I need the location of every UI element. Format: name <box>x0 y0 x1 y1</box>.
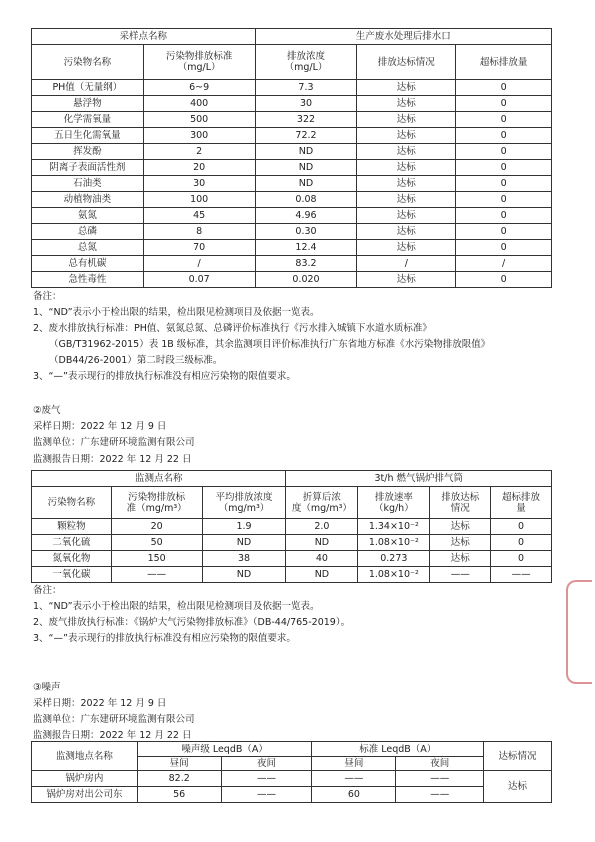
noise-table <box>31 741 552 803</box>
noise-standard-night: 夜间 <box>396 757 484 771</box>
note-line: 1、“ND”表示小于检出限的结果，检出限见检测项目及依据一览表。 <box>33 307 320 318</box>
column-header: 折算后浓 度（mg/m³） <box>286 487 358 519</box>
noise-result-label: 达标情况 <box>484 742 552 771</box>
gas-report-date: 监测报告日期：2022 年 12 月 22 日 <box>33 454 192 465</box>
table-cell: 达标 <box>357 112 456 128</box>
table-cell: 72.2 <box>255 128 357 144</box>
column-header: 污染物名称 <box>32 487 112 519</box>
noise-section-title: ③噪声 <box>33 682 61 693</box>
table-row <box>32 80 552 96</box>
table-cell: 0 <box>456 112 552 128</box>
seal-stamp <box>566 580 592 684</box>
table-cell: 悬浮物 <box>32 96 144 112</box>
note-line: 2、废水排放执行标准：PH值、氨氮总氮、总磷评价标准执行《污水排入城镇下水道水质标准》 <box>33 323 432 334</box>
table-cell: / <box>357 256 456 272</box>
table-cell: 45 <box>143 208 255 224</box>
gas-section-title: ②废气 <box>33 405 61 416</box>
noise-cell: 56 <box>137 787 221 803</box>
column-header: 平均排放浓度 （mg/m³） <box>202 487 286 519</box>
table-cell: 达标 <box>357 208 456 224</box>
noise-level-day: 昼间 <box>137 757 221 771</box>
column-header: 超标排放量 <box>456 45 552 80</box>
table-cell: 五日生化需氧量 <box>32 128 144 144</box>
column-header: 排放达标 情况 <box>430 487 491 519</box>
gas-point-value: 3t/h 燃气锅炉排气筒 <box>286 471 552 487</box>
table-cell: 6~9 <box>143 80 255 96</box>
table-cell: 总磷 <box>32 224 144 240</box>
table-cell: 达标 <box>357 128 456 144</box>
table-cell: 0 <box>456 160 552 176</box>
note-line: 3、“—”表示现行的排放执行标准没有相应污染物的限值要求。 <box>33 371 296 382</box>
table-cell: 0.30 <box>255 224 357 240</box>
table-cell: 达标 <box>357 272 456 288</box>
table-cell: 500 <box>143 112 255 128</box>
noise-cell: —— <box>396 787 484 803</box>
table-cell: ND <box>202 567 286 583</box>
table-row <box>32 144 552 160</box>
note-line: （DB44/26-2001）第二时段三级标准。 <box>49 355 223 366</box>
table-cell: 322 <box>255 112 357 128</box>
noise-standard-day: 昼间 <box>312 757 396 771</box>
table-row <box>32 208 552 224</box>
table-row <box>32 96 552 112</box>
table-row <box>32 256 552 272</box>
table-cell: ND <box>286 567 358 583</box>
noise-cell: 锅炉房对出公司东 <box>32 787 138 803</box>
table-cell: 0 <box>456 80 552 96</box>
table-cell: 石油类 <box>32 176 144 192</box>
noise-level-night: 夜间 <box>221 757 312 771</box>
table-cell: 150 <box>111 551 202 567</box>
noise-header-row <box>32 742 552 757</box>
table-cell: ND <box>255 176 357 192</box>
table-cell: 急性毒性 <box>32 272 144 288</box>
noise-cell: 锅炉房内 <box>32 771 138 787</box>
table-row <box>32 128 552 144</box>
table-cell: 动植物油类 <box>32 192 144 208</box>
table-cell: 0.08 <box>255 192 357 208</box>
table-row <box>32 272 552 288</box>
water-column-header-row <box>32 45 552 80</box>
table-cell: —— <box>111 567 202 583</box>
table-cell: 总有机碳 <box>32 256 144 272</box>
gas-header-row <box>32 471 552 487</box>
table-cell: 1.08×10⁻² <box>358 567 430 583</box>
noise-level-label: 噪声级 LeqdB（A） <box>137 742 312 757</box>
table-row <box>32 567 552 583</box>
table-cell: 8 <box>143 224 255 240</box>
table-cell: 0.07 <box>143 272 255 288</box>
table-cell: 达标 <box>357 192 456 208</box>
table-cell: 2.0 <box>286 519 358 535</box>
noise-cell: —— <box>312 771 396 787</box>
table-cell: 7.3 <box>255 80 357 96</box>
table-row <box>32 176 552 192</box>
table-cell: 1.08×10⁻² <box>358 535 430 551</box>
table-cell: 达标 <box>357 80 456 96</box>
table-row <box>32 787 552 803</box>
noise-report-date: 监测报告日期：2022 年 12 月 22 日 <box>33 730 192 741</box>
table-row <box>32 224 552 240</box>
table-cell: 0 <box>456 240 552 256</box>
table-row <box>32 112 552 128</box>
water-table <box>31 28 552 288</box>
table-cell: 4.96 <box>255 208 357 224</box>
table-cell: 二氧化硫 <box>32 535 112 551</box>
table-cell: 30 <box>255 96 357 112</box>
note-line: 3、“—”表示现行的排放执行标准没有相应污染物的限值要求。 <box>33 633 296 644</box>
table-cell: 氮氧化物 <box>32 551 112 567</box>
table-row <box>32 160 552 176</box>
noise-point-label: 监测地点名称 <box>32 742 138 771</box>
table-cell: —— <box>491 567 552 583</box>
table-cell: 化学需氧量 <box>32 112 144 128</box>
table-cell: 0 <box>456 224 552 240</box>
table-cell: 83.2 <box>255 256 357 272</box>
noise-sample-date: 采样日期：2022 年 12 月 9 日 <box>33 698 167 709</box>
table-cell: / <box>143 256 255 272</box>
noise-cell: 82.2 <box>137 771 221 787</box>
noise-standard-label: 标准 LeqdB（A） <box>312 742 484 757</box>
table-cell: 达标 <box>430 519 491 535</box>
table-row <box>32 771 552 787</box>
table-cell: 0 <box>491 551 552 567</box>
table-cell: 0 <box>456 208 552 224</box>
table-row <box>32 535 552 551</box>
noise-cell: 60 <box>312 787 396 803</box>
table-cell: 300 <box>143 128 255 144</box>
table-cell: 38 <box>202 551 286 567</box>
note-line: （GB/T31962-2015）表 1B 级标准，其余监测项目评价标准执行广东省地方标准《水污染物排放限值》 <box>49 339 491 350</box>
noise-cell: —— <box>396 771 484 787</box>
note-line: 1、“ND”表示小于检出限的结果，检出限见检测项目及依据一览表。 <box>33 601 320 612</box>
table-cell: 20 <box>143 160 255 176</box>
table-cell: 70 <box>143 240 255 256</box>
note-line: 备注： <box>33 585 62 596</box>
table-cell: 30 <box>143 176 255 192</box>
gas-column-header-row <box>32 487 552 519</box>
column-header: 排放速率 （kg/h） <box>358 487 430 519</box>
noise-result-value: 达标 <box>484 771 552 803</box>
column-header: 超标排放 量 <box>491 487 552 519</box>
gas-table <box>31 470 552 583</box>
table-cell: 0.273 <box>358 551 430 567</box>
table-cell: 0 <box>456 96 552 112</box>
table-row <box>32 551 552 567</box>
gas-point-label: 监测点名称 <box>32 471 286 487</box>
table-cell: 0.020 <box>255 272 357 288</box>
table-cell: —— <box>430 567 491 583</box>
column-header: 排放浓度 （mg/L） <box>255 45 357 80</box>
table-cell: 达标 <box>430 535 491 551</box>
table-cell: 12.4 <box>255 240 357 256</box>
table-cell: 一氧化碳 <box>32 567 112 583</box>
table-cell: 达标 <box>357 160 456 176</box>
table-cell: 40 <box>286 551 358 567</box>
table-cell: 0 <box>456 192 552 208</box>
table-cell: 0 <box>456 128 552 144</box>
note-line: 2、废气排放执行标准：《锅炉大气污染物排放标准》（DB-44/765-2019）。 <box>33 617 351 628</box>
table-cell: 1.9 <box>202 519 286 535</box>
water-header-row <box>32 29 552 45</box>
table-cell: 0 <box>491 535 552 551</box>
table-cell: 达标 <box>430 551 491 567</box>
table-cell: 0 <box>456 272 552 288</box>
table-cell: 2 <box>143 144 255 160</box>
table-cell: 400 <box>143 96 255 112</box>
column-header: 排放达标情况 <box>357 45 456 80</box>
table-cell: 0 <box>491 519 552 535</box>
table-row <box>32 519 552 535</box>
table-cell: 达标 <box>357 144 456 160</box>
table-cell: ND <box>255 160 357 176</box>
table-cell: 100 <box>143 192 255 208</box>
table-row <box>32 240 552 256</box>
table-cell: 达标 <box>357 224 456 240</box>
table-row <box>32 192 552 208</box>
table-cell: 颗粒物 <box>32 519 112 535</box>
table-cell: 挥发酚 <box>32 144 144 160</box>
table-cell: 达标 <box>357 176 456 192</box>
gas-monitoring-unit: 监测单位：广东建研环境监测有限公司 <box>33 437 195 448</box>
column-header: 污染物排放标 准（mg/m³） <box>111 487 202 519</box>
noise-cell: —— <box>221 771 312 787</box>
table-cell: 总氮 <box>32 240 144 256</box>
table-cell: 0 <box>456 176 552 192</box>
table-cell: 50 <box>111 535 202 551</box>
table-cell: 0 <box>456 144 552 160</box>
sampling-point-value: 生产废水处理后排水口 <box>255 29 551 45</box>
gas-sample-date: 采样日期：2022 年 12 月 9 日 <box>33 421 167 432</box>
table-cell: 1.34×10⁻² <box>358 519 430 535</box>
sampling-point-label: 采样点名称 <box>32 29 256 45</box>
table-cell: / <box>456 256 552 272</box>
table-cell: ND <box>202 535 286 551</box>
table-cell: ND <box>255 144 357 160</box>
table-cell: 达标 <box>357 240 456 256</box>
column-header: 污染物名称 <box>32 45 144 80</box>
column-header: 污染物排放标准 （mg/L） <box>143 45 255 80</box>
noise-monitoring-unit: 监测单位：广东建研环境监测有限公司 <box>33 714 195 725</box>
table-cell: PH值（无量纲） <box>32 80 144 96</box>
table-cell: 阴离子表面活性剂 <box>32 160 144 176</box>
noise-cell: —— <box>221 787 312 803</box>
table-cell: 达标 <box>357 96 456 112</box>
table-cell: 20 <box>111 519 202 535</box>
note-line: 备注： <box>33 291 62 302</box>
table-cell: 氨氮 <box>32 208 144 224</box>
table-cell: ND <box>286 535 358 551</box>
